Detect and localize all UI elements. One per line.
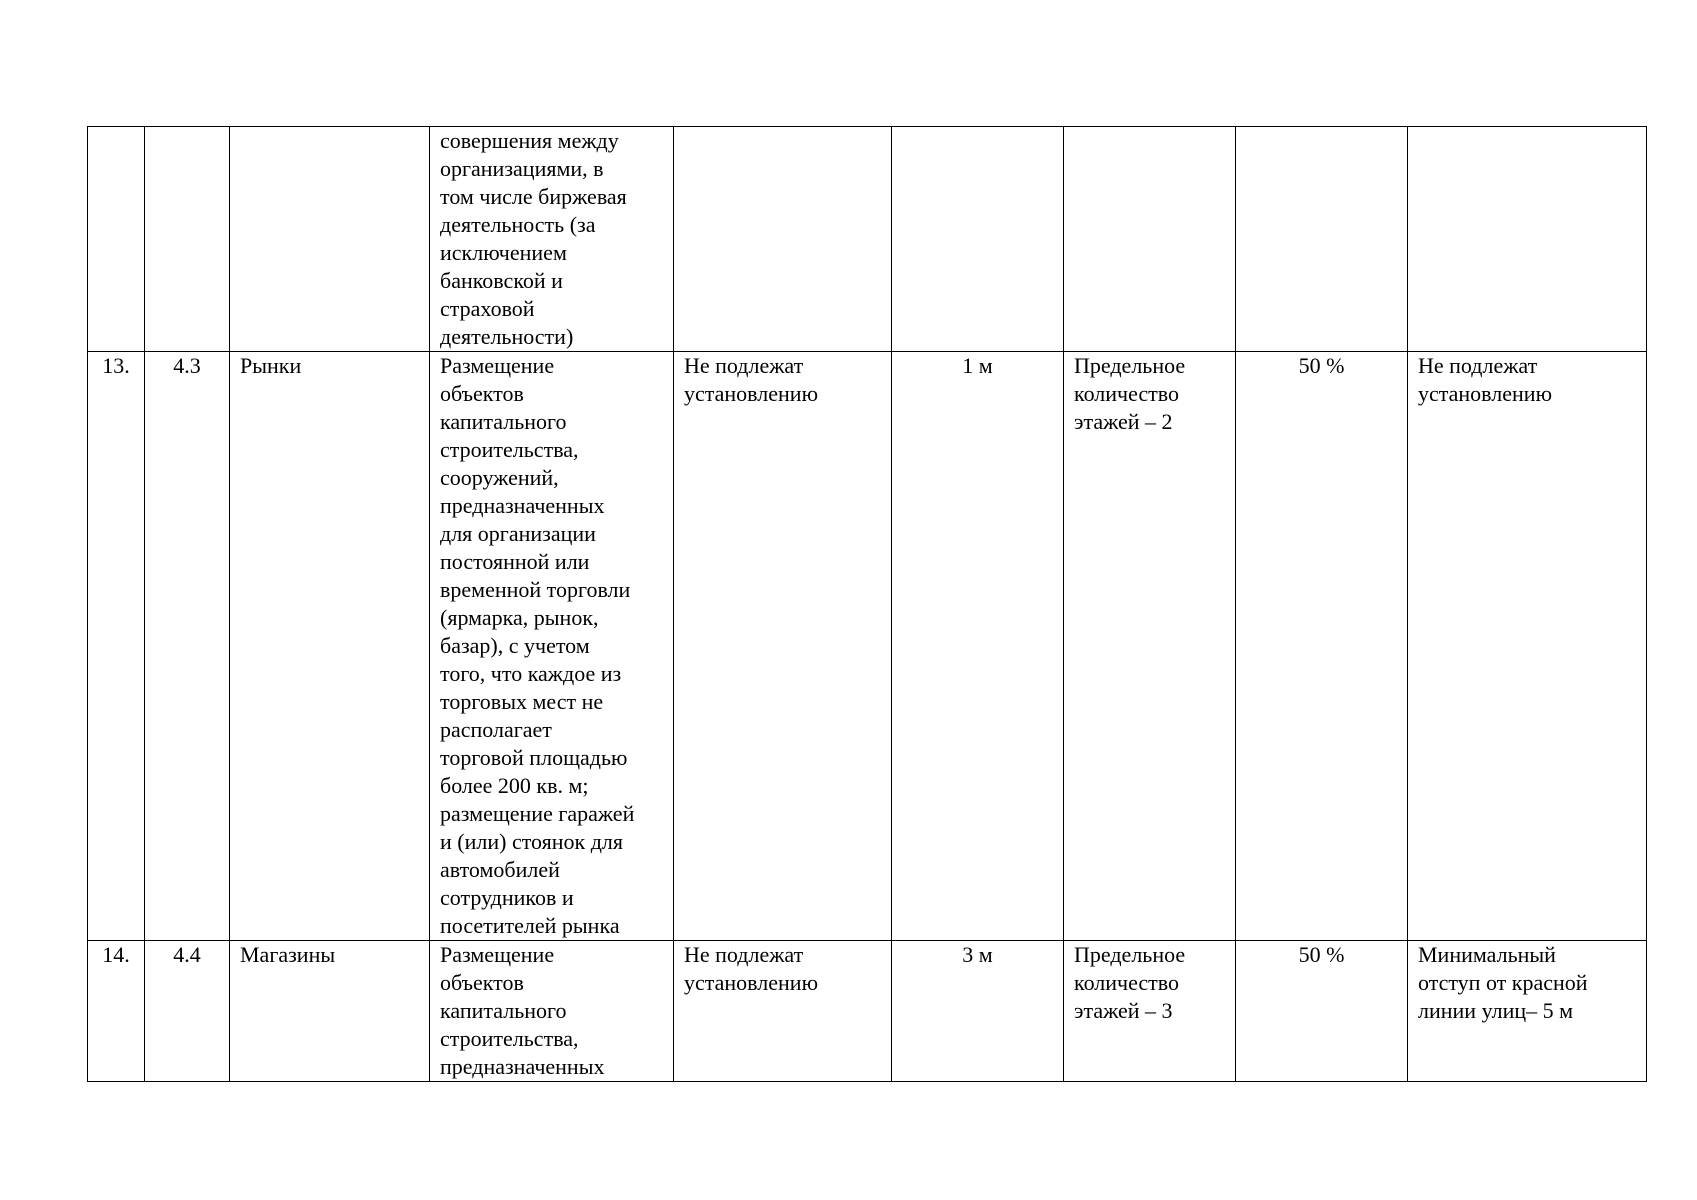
cell-text-line: посетителей рынка — [440, 913, 620, 938]
row-number-cell: 14. — [88, 941, 145, 1082]
row-col8-cell: 50 % — [1236, 941, 1408, 1082]
cell-text-line: предназначенных — [440, 493, 605, 518]
row-number-cell: 13. — [88, 352, 145, 941]
row-col7-cell — [1064, 127, 1236, 352]
cell-text-line: Не подлежат — [684, 942, 804, 967]
row-col5-cell — [674, 127, 892, 352]
cell-text-line: отступ от красной — [1418, 970, 1588, 995]
cell-text-line: того, что каждое из — [440, 661, 622, 686]
cell-text-line: сотрудников и — [440, 885, 574, 910]
row-name-cell: Рынки — [230, 352, 430, 941]
row-col7-cell — [1064, 352, 1236, 941]
table-row — [88, 127, 1647, 352]
cell-text-line: исключением — [440, 240, 567, 265]
cell-text-line: установлению — [684, 970, 819, 995]
cell-text-line: организациями, в — [440, 156, 604, 181]
cell-text-line: (ярмарка, рынок, — [440, 605, 599, 630]
cell-text-line: капитального — [440, 998, 567, 1023]
cell-text-line: предназначенных — [440, 1054, 605, 1079]
cell-text-line: временной торговли — [440, 577, 631, 602]
cell-text-line: торговых мест не — [440, 689, 604, 714]
cell-text-line: объектов — [440, 970, 524, 995]
cell-text-line: и (или) стоянок для — [440, 829, 623, 854]
cell-text-line: том числе биржевая — [440, 184, 627, 209]
row-col9-cell — [1408, 127, 1647, 352]
row-description-cell — [430, 941, 674, 1082]
cell-text-line: постоянной или — [440, 549, 590, 574]
cell-text-line: страховой — [440, 296, 535, 321]
cell-text-line: деятельности) — [440, 324, 574, 349]
row-description-cell — [430, 127, 674, 352]
cell-text-line: сооружений, — [440, 465, 559, 490]
row-col9-cell — [1408, 352, 1647, 941]
row-col5-cell — [674, 941, 892, 1082]
cell-text-line: линии улиц– 5 м — [1418, 998, 1574, 1023]
cell-text-line: автомобилей — [440, 857, 560, 882]
cell-text-line: Не подлежат — [684, 353, 804, 378]
cell-text-line: Предельное — [1074, 353, 1186, 378]
table-row — [88, 352, 1647, 941]
cell-text-line: Минимальный — [1418, 942, 1556, 967]
row-col6-cell: 3 м — [892, 941, 1064, 1082]
cell-text-line: установлению — [1418, 381, 1553, 406]
row-col7-cell — [1064, 941, 1236, 1082]
row-code-cell — [145, 127, 230, 352]
cell-text-line: количество — [1074, 381, 1180, 406]
row-description-cell — [430, 352, 674, 941]
row-col8-cell: 50 % — [1236, 352, 1408, 941]
table-body — [88, 127, 1647, 1082]
cell-text-line: количество — [1074, 970, 1180, 995]
row-code-cell: 4.4 — [145, 941, 230, 1082]
table-row — [88, 941, 1647, 1082]
cell-text-line: Предельное — [1074, 942, 1186, 967]
cell-text-line: деятельность (за — [440, 212, 596, 237]
cell-text-line: совершения между — [440, 128, 619, 153]
cell-text-line: более 200 кв. м; — [440, 773, 589, 798]
row-col8-cell — [1236, 127, 1408, 352]
cell-text-line: установлению — [684, 381, 819, 406]
row-name-cell — [230, 127, 430, 352]
zoning-table — [87, 126, 1647, 1082]
cell-text-line: Размещение — [440, 353, 555, 378]
cell-text-line: строительства, — [440, 437, 579, 462]
cell-text-line: для организации — [440, 521, 596, 546]
row-number-cell — [88, 127, 145, 352]
cell-text-line: размещение гаражей — [440, 801, 635, 826]
cell-text-line: этажей – 2 — [1074, 409, 1173, 434]
cell-text-line: этажей – 3 — [1074, 998, 1173, 1023]
cell-text-line: торговой площадью — [440, 745, 628, 770]
cell-text-line: располагает — [440, 717, 552, 742]
cell-text-line: Размещение — [440, 942, 555, 967]
cell-text-line: строительства, — [440, 1026, 579, 1051]
cell-text-line: капитального — [440, 409, 567, 434]
row-code-cell: 4.3 — [145, 352, 230, 941]
row-col5-cell — [674, 352, 892, 941]
row-col9-cell — [1408, 941, 1647, 1082]
cell-text-line: объектов — [440, 381, 524, 406]
row-col6-cell — [892, 127, 1064, 352]
row-col6-cell: 1 м — [892, 352, 1064, 941]
cell-text-line: Не подлежат — [1418, 353, 1538, 378]
cell-text-line: банковской и — [440, 268, 563, 293]
cell-text-line: базар), с учетом — [440, 633, 590, 658]
row-name-cell: Магазины — [230, 941, 430, 1082]
